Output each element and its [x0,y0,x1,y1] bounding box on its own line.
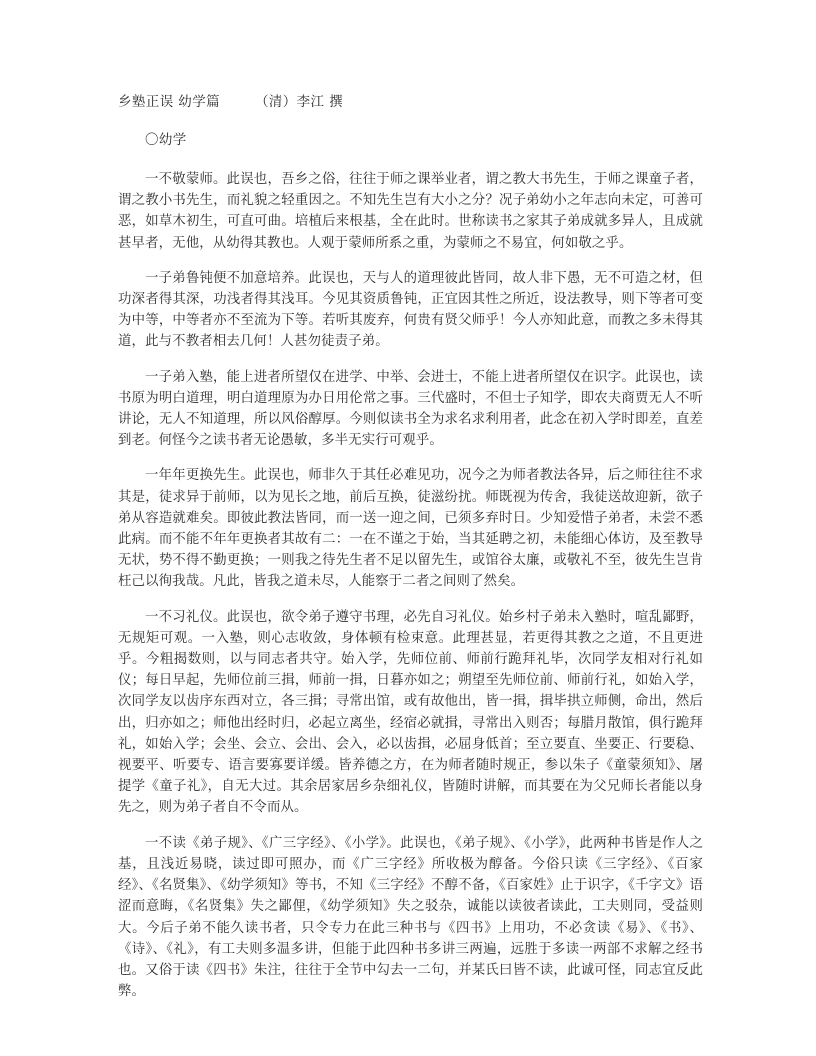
document-body [118,92,703,1002]
body-paragraph: 一不读《弟子规》、《广三字经》、《小学》。此误也，《弟子规》、《小学》，此两种书皆是作人之基，且浅近易晓，读过即可照办，而《广三字经》所收极为醇备。今俗只读《三字经》、《百家经》、《名贤集》、《幼学须知》等书，不知《三字经》不醇不备，《百家姓》止于识字，《千字文》语涩而意晦，《名贤集》失之鄙俚，《幼学须知》失之驳杂，诚能以读彼者读此，工夫则同，受益则大。今后子弟不能久读书者，只令专力在此三种书与《四书》上用功，不必贪读《易》、《书》、《诗》、《礼》，有工夫则多温多讲，但能于此四种书多讲三两遍，远胜于多读一两部不求解之经书也。又俗于读《四书》朱注，往往于全节中勾去一二句，并某氏曰皆不读，此诚可怪，同志宜反此弊。 [118,835,703,1000]
section-heading: 〇幼学 [145,132,187,148]
body-paragraph: 一子弟鲁钝便不加意培养。此误也，天与人的道理彼此皆同，故人非下愚，无不可造之材，但功深者得其深，功浅者得其浅耳。今见其资质鲁钝，正宜因其性之所近，设法教导，则下等者可变为中等，中等者亦不至流为下等。若听其废弃，何贵有贤父师乎！今人亦知此意，而教之多未得其道，此与不教者相去几何！人甚勿徒责子弟。 [118,270,703,350]
body-paragraph: 一子弟入塾，能上进者所望仅在进学、中举、会进士，不能上进者所望仅在识字。此误也，读书原为明白道理，明白道理原为办日用伦常之事。三代盛时，不但士子知学，即农夫商贾无人不听讲论，无人不知道理，所以风俗醇厚。今则似读书全为求名求利用者，此念在初入学时即差，直差到老。何怪今之读书者无论愚敏，多半无实行可观乎。 [118,369,703,449]
body-paragraph: 一年年更换先生。此误也，师非久于其任必难见功，况今之为师者教法各异，后之师往往不求其是，徒求异于前师，以为见长之地，前后互换，徒滋纷扰。师既视为传舍，我徒送故迎新，欲子弟从容造就难矣。即彼此教法皆同，而一送一迎之间，已须多弃时日。少知爱惜子弟者，未尝不悉此病。而不能不年年更换者其故有二：一在不谨之于始，当其延聘之初，未能细心体访，及至教导无状，势不得不勤更换；一则我之待先生者不足以留先生，或馆谷太廉，或敬礼不至，彼先生岂肯枉己以徇我哉。凡此，皆我之道未尽，人能察于二者之间则了然矣。 [118,468,703,590]
document-title-line: 乡塾正误 幼学篇 （清）李江 撰 [118,94,344,110]
body-paragraph: 一不习礼仪。此误也，欲令弟子遵守书理，必先自习礼仪。始乡村子弟未入塾时，喧乱鄙野，无规矩可观。一入塾，则心志收敛，身体顿有检束意。此理甚显，若更得其教之之道，不且更进乎。今粗揭数则，以与同志者共守。始入学，先师位前、师前行跪拜礼毕，次同学友相对行礼如仪；每日早起，先师位前三揖，师前一揖，日暮亦如之；朔望至先师位前、师前行礼，如始入学，次同学友以齿序东西对立，各三揖；寻常出馆，或有故他出，皆一揖，揖毕拱立师侧，命出，然后出，归亦如之；师他出经时归，必起立离坐，经宿必就揖，寻常出入则否；每腊月散馆，俱行跪拜礼，如始入学；会坐、会立、会出、会入，必以齿揖，必屈身低首；至立要直、坐要正、行要稳、视要平、听要专、语言要寡要详缓。皆养德之方，在为师者随时规正，参以朱子《童蒙须知》、屠提学《童子礼》，自无大过。其余居家居乡杂细礼仪，皆随时讲解，而其要在为父兄师长者能以身先之，则为弟子者自不令而从。 [118,609,703,816]
body-paragraph: 一不敬蒙师。此误也，吾乡之俗，往往于师之课举业者，谓之教大书先生，于师之课童子者，谓之教小书先生，而礼貌之轻重因之。不知先生岂有大小之分？况子弟幼小之年志向未定，可善可恶，如草木初生，可直可曲。培植后来根基，全在此时。世称读书之家其子弟成就多异人，且成就甚早者，无他，从幼得其教也。人观于蒙师所系之重，为蒙师之不易宜，何如敬之乎。 [118,172,703,251]
